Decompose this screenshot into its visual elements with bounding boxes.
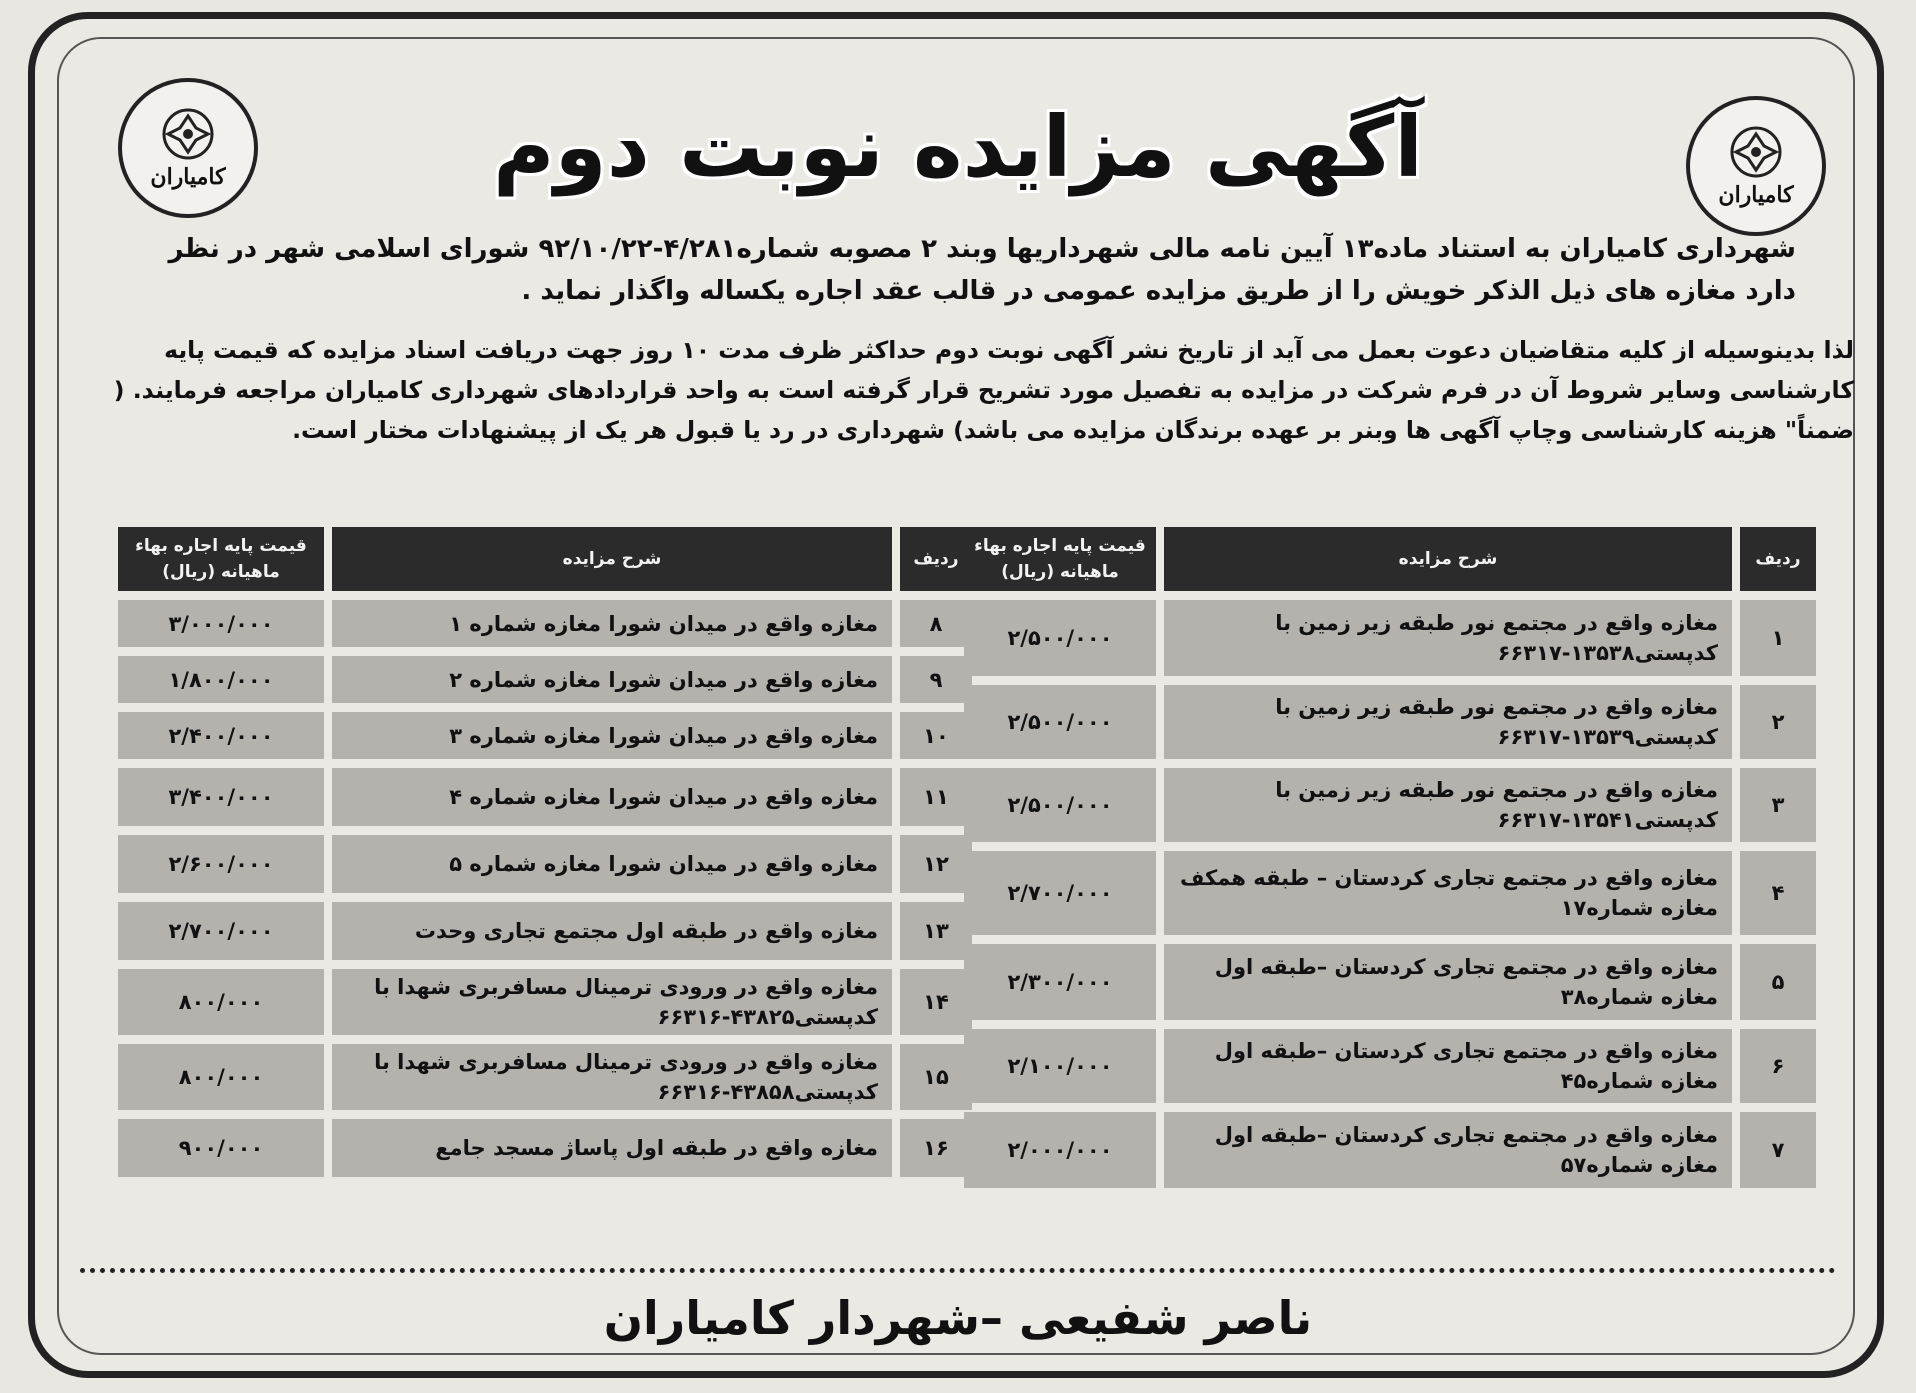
table-header-row xyxy=(964,527,1816,591)
table-row xyxy=(964,768,1816,842)
description-cell: مغازه واقع در طبقه اول مجتمع تجاری وحدت xyxy=(324,902,892,960)
table-row xyxy=(118,768,972,826)
header-description: شرح مزایده xyxy=(324,527,892,591)
description-cell: مغازه واقع در مجتمع نور طبقه زیر زمین با کدپستی۱۳۵۴۱-۶۶۳۱۷ xyxy=(1156,768,1732,842)
municipality-logo-left xyxy=(118,78,258,218)
auction-table-left xyxy=(118,518,972,1186)
description-cell: مغازه واقع در مجتمع تجاری کردستان –طبقه اول مغازه شماره۴۵ xyxy=(1156,1029,1732,1103)
description-cell: مغازه واقع در میدان شورا مغازه شماره ۳ xyxy=(324,712,892,759)
header-base-price: قیمت پایه اجاره بهاء ماهیانه (ریال) xyxy=(964,527,1156,591)
table-body xyxy=(964,600,1816,1188)
table-row xyxy=(118,1119,972,1177)
description-cell: مغازه واقع در مجتمع تجاری کردستان –طبقه اول مغازه شماره۳۸ xyxy=(1156,944,1732,1020)
table-row xyxy=(118,902,972,960)
table-row xyxy=(118,656,972,703)
row-number-cell: ۱۵ xyxy=(892,1044,972,1110)
base-price-cell: ۸۰۰/۰۰۰ xyxy=(118,969,324,1035)
base-price-cell: ۲/۶۰۰/۰۰۰ xyxy=(118,835,324,893)
header-row-number: ردیف xyxy=(1732,527,1816,591)
row-number-cell: ۱ xyxy=(1732,600,1816,676)
base-price-cell: ۲/۷۰۰/۰۰۰ xyxy=(964,851,1156,935)
table-row xyxy=(964,1029,1816,1103)
page-title: آگهی مزایده نوبت دوم xyxy=(492,98,1424,196)
dotted-divider xyxy=(80,1268,1836,1273)
row-number-cell: ۸ xyxy=(892,600,972,647)
logo-emblem-icon xyxy=(1728,124,1784,180)
description-cell: مغازه واقع در میدان شورا مغازه شماره ۵ xyxy=(324,835,892,893)
base-price-cell: ۲/۰۰۰/۰۰۰ xyxy=(964,1112,1156,1188)
description-cell: مغازه واقع در مجتمع تجاری کردستان –طبقه اول مغازه شماره۵۷ xyxy=(1156,1112,1732,1188)
row-number-cell: ۹ xyxy=(892,656,972,703)
table-row xyxy=(118,712,972,759)
description-cell: مغازه واقع در ورودی ترمینال مسافربری شهدا با کدپستی۴۳۸۵۸-۶۶۳۱۶ xyxy=(324,1044,892,1110)
intro-paragraph: شهرداری کامیاران به استناد ماده۱۳ آیین نامه مالی شهرداریها وبند ۲ مصوبه شماره۴/۲۸۱-۹۲/۱۰/۲۲ شورای اسلامی شهر در نظر دارد مغازه های ذیل الذکر خویش را از طریق مزایده عمومی در قالب عقد اجاره یکساله واگذار نماید . xyxy=(168,234,1796,306)
description-cell: مغازه واقع در ورودی ترمینال مسافربری شهدا با کدپستی۴۳۸۲۵-۶۶۳۱۶ xyxy=(324,969,892,1035)
description-cell: مغازه واقع در میدان شورا مغازه شماره ۴ xyxy=(324,768,892,826)
row-number-cell: ۶ xyxy=(1732,1029,1816,1103)
logo-text: کامیاران xyxy=(150,164,226,190)
base-price-cell: ۲/۳۰۰/۰۰۰ xyxy=(964,944,1156,1020)
row-number-cell: ۱۴ xyxy=(892,969,972,1035)
description-cell: مغازه واقع در میدان شورا مغازه شماره ۱ xyxy=(324,600,892,647)
base-price-cell: ۲/۴۰۰/۰۰۰ xyxy=(118,712,324,759)
row-number-cell: ۱۶ xyxy=(892,1119,972,1177)
base-price-cell: ۳/۴۰۰/۰۰۰ xyxy=(118,768,324,826)
table-row xyxy=(964,851,1816,935)
row-number-cell: ۵ xyxy=(1732,944,1816,1020)
base-price-cell: ۱/۸۰۰/۰۰۰ xyxy=(118,656,324,703)
signature-footer: ناصر شفیعی –شهردار کامیاران xyxy=(603,1291,1313,1345)
base-price-cell: ۲/۷۰۰/۰۰۰ xyxy=(118,902,324,960)
header-description: شرح مزایده xyxy=(1156,527,1732,591)
description-cell: مغازه واقع در مجتمع تجاری کردستان – طبقه همکف مغازه شماره۱۷ xyxy=(1156,851,1732,935)
base-price-cell: ۹۰۰/۰۰۰ xyxy=(118,1119,324,1177)
logo-emblem-icon xyxy=(160,106,216,162)
row-number-cell: ۷ xyxy=(1732,1112,1816,1188)
description-cell: مغازه واقع در مجتمع نور طبقه زیر زمین با کدپستی۱۳۵۳۸-۶۶۳۱۷ xyxy=(1156,600,1732,676)
table-row xyxy=(118,1044,972,1110)
auction-table-right xyxy=(964,518,1816,1197)
row-number-cell: ۳ xyxy=(1732,768,1816,842)
table-row xyxy=(118,835,972,893)
description-cell: مغازه واقع در میدان شورا مغازه شماره ۲ xyxy=(324,656,892,703)
row-number-cell: ۱۲ xyxy=(892,835,972,893)
header-row-number: ردیف xyxy=(892,527,972,591)
row-number-cell: ۱۱ xyxy=(892,768,972,826)
row-number-cell: ۴ xyxy=(1732,851,1816,935)
description-cell: مغازه واقع در مجتمع نور طبقه زیر زمین با کدپستی۱۳۵۳۹-۶۶۳۱۷ xyxy=(1156,685,1732,759)
table-row xyxy=(964,944,1816,1020)
base-price-cell: ۸۰۰/۰۰۰ xyxy=(118,1044,324,1110)
table-header-row xyxy=(118,527,972,591)
table-row xyxy=(964,685,1816,759)
base-price-cell: ۲/۱۰۰/۰۰۰ xyxy=(964,1029,1156,1103)
row-number-cell: ۱۰ xyxy=(892,712,972,759)
body-paragraph: لذا بدینوسیله از کلیه متقاضیان دعوت بعمل می آید از تاریخ نشر آگهی نوبت دوم حداکثر ظرف مدت ۱۰ روز جهت دریافت اسناد مزایده که قیمت پایه کارشناسی وسایر شروط آن در فرم شرکت در مزایده به تفصیل مورد تشریح قرار گرفته است به واحد قراردادهای شهرداری کامیاران مراجعه فرمایند. ( ضمناً" هزینه کارشناسی وچاپ آگهی ها وبنر بر عهده برندگان مزایده می باشد) شهرداری در رد یا قبول هر یک از پیشنهادات مختار است. xyxy=(113,336,1854,444)
table-row xyxy=(964,600,1816,676)
base-price-cell: ۲/۵۰۰/۰۰۰ xyxy=(964,600,1156,676)
table-body xyxy=(118,600,972,1177)
municipality-logo-right xyxy=(1686,96,1826,236)
base-price-cell: ۳/۰۰۰/۰۰۰ xyxy=(118,600,324,647)
row-number-cell: ۱۳ xyxy=(892,902,972,960)
header-base-price: قیمت پایه اجاره بهاء ماهیانه (ریال) xyxy=(118,527,324,591)
base-price-cell: ۲/۵۰۰/۰۰۰ xyxy=(964,768,1156,842)
row-number-cell: ۲ xyxy=(1732,685,1816,759)
table-row xyxy=(964,1112,1816,1188)
base-price-cell: ۲/۵۰۰/۰۰۰ xyxy=(964,685,1156,759)
description-cell: مغازه واقع در طبقه اول پاساژ مسجد جامع xyxy=(324,1119,892,1177)
table-row xyxy=(118,600,972,647)
logo-text: کامیاران xyxy=(1718,182,1794,208)
table-row xyxy=(118,969,972,1035)
